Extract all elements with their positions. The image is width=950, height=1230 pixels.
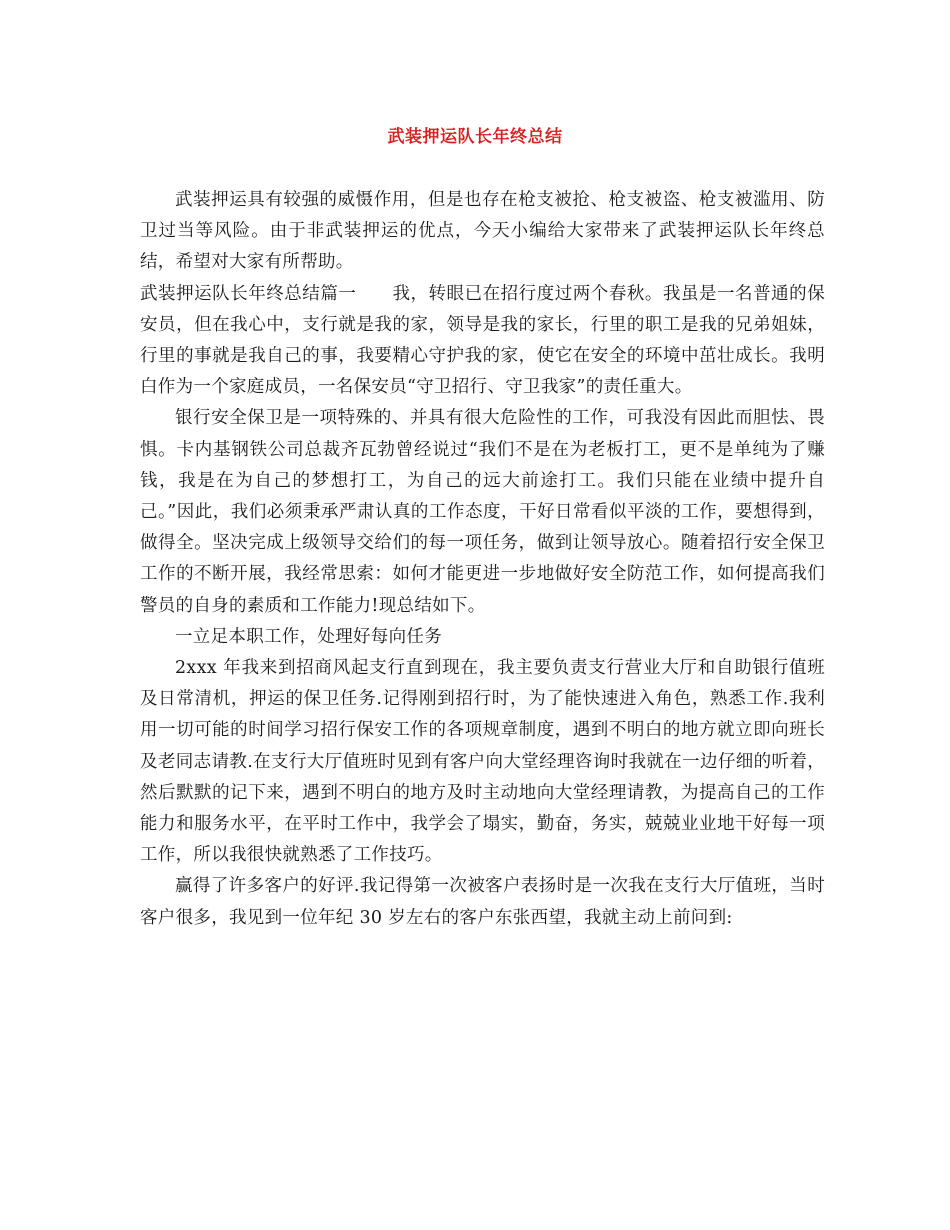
paragraph-6: 赢得了许多客户的好评.我记得第一次被客户表扬时是一次我在支行大厅值班，当时客户很多，我见到一位年纪 30 岁左右的客户东张西望，我就主动上前问到: [140,876,825,928]
paragraph-4-heading: 一立足本职工作，处理好每向任务 [175,626,442,647]
document-body [140,185,825,934]
paragraph-3: 银行安全保卫是一项特殊的、并具有很大危险性的工作，可我没有因此而胆怯、畏惧。卡内基钢铁公司总裁齐瓦勃曾经说过“我们不是在为老板打工，更不是单纯为了赚钱，我是在为自己的梦想打工，为自己的远大前途打工。我们只能在业绩中提升自己。”因此，我们必须秉承严肃认真的工作态度，干好日常看似平淡的工作，要想得到，做得全。坚决完成上级领导交给们的每一项任务，做到让领导放心。随着招行安全保卫工作的不断开展，我经常思索：如何才能更进一步地做好安全防范工作，如何提高我们警员的自身的素质和工作能力!现总结如下。 [140,408,825,616]
paragraph-2: 武装押运队长年终总结篇一 我，转眼已在招行度过两个春秋。我虽是一名普通的保安员，但在我心中，支行就是我的家，领导是我的家长，行里的职工是我的兄弟姐妹，行里的事就是我自己的事，我要精心守护我的家，使它在安全的环境中茁壮成长。我明白作为一个家庭成员，一名保安员“守卫招行、守卫我家”的责任重大。 [140,283,825,398]
document-title: 武装押运队长年终总结 [387,127,563,147]
paragraph-5: 2xxx 年我来到招商风起支行直到现在，我主要负责支行营业大厅和自助银行值班及日常清机，押运的保卫任务.记得刚到招行时，为了能快速进入角色，熟悉工作.我利用一切可能的时间学习招行保安工作的各项规章制度，遇到不明白的地方就立即向班长及老同志请教.在支行大厅值班时见到有客户向大堂经理咨询时我就在一边仔细的听着，然后默默的记下来，遇到不明白的地方及时主动地向大堂经理请教，为提高自己的工作能力和服务水平，在平时工作中，我学会了塌实，勤奋，务实，兢兢业业地干好每一项工作，所以我很快就熟悉了工作技巧。 [140,658,825,866]
paragraph-1: 武装押运具有较强的威慑作用，但是也存在枪支被抢、枪支被盗、枪支被滥用、防卫过当等风险。由于非武装押运的优点，今天小编给大家带来了武装押运队长年终总结，希望对大家有所帮助。 [140,190,825,273]
